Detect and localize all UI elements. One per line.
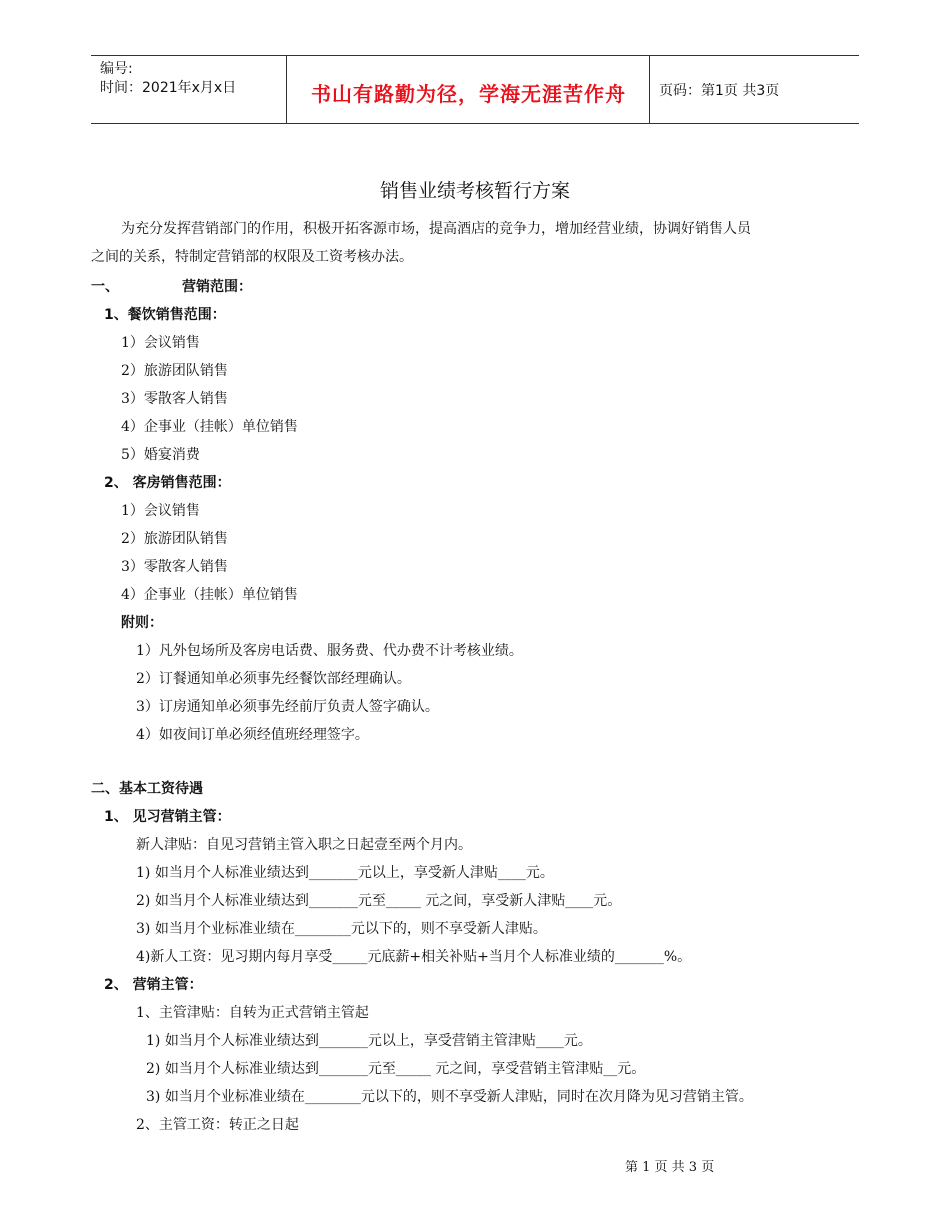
list-item: 2）旅游团队销售 (121, 363, 228, 379)
body-line: 4)新人工资：见习期内每月享受_____元底薪+相关补贴+当月个人标准业绩的_______%。 (136, 949, 692, 965)
intro-paragraph-line: 为充分发挥营销部门的作用，积极开拓客源市场，提高酒店的竞争力，增加经营业绩，协调好销售人员 (121, 221, 751, 237)
body-line: 1) 如当月个人标准业绩达到_______元以上，享受营销主管津贴____元。 (146, 1033, 592, 1049)
list-item: 2）订餐通知单必须事先经餐饮部经理确认。 (136, 671, 411, 687)
body-line: 1) 如当月个人标准业绩达到_______元以上，享受新人津贴____元。 (136, 865, 554, 881)
list-item: 4）如夜间订单必须经值班经理签字。 (136, 727, 369, 743)
body-line: 3) 如当月个业标准业绩在________元以下的，则不享受新人津贴，同时在次月降为见习营销主管。 (146, 1089, 753, 1105)
list-item: 3）零散客人销售 (121, 391, 228, 407)
list-item: 1）会议销售 (121, 335, 200, 351)
number-label: 编号: (100, 61, 133, 77)
intro-paragraph-line: 之间的关系，特制定营销部的权限及工资考核办法。 (91, 249, 413, 265)
list-item: 4）企事业（挂帐）单位销售 (121, 419, 298, 435)
header-meta (100, 60, 236, 98)
section-2-title: 二、基本工资待遇 (91, 781, 203, 797)
header-divider (286, 56, 287, 123)
list-item: 1）凡外包场所及客房电话费、服务费、代办费不计考核业绩。 (136, 643, 523, 659)
body-line: 新人津贴：自见习营销主管入职之日起壹至两个月内。 (136, 837, 472, 853)
list-item: 2）旅游团队销售 (121, 531, 228, 547)
subsection-heading: 1、餐饮销售范围： (104, 307, 226, 323)
list-item: 4）企事业（挂帐）单位销售 (121, 587, 298, 603)
page-info: 页码：第1页 共3页 (659, 83, 780, 99)
document-title: 销售业绩考核暂行方案 (379, 180, 570, 202)
header-divider (649, 56, 650, 123)
appendix-heading: 附则： (121, 615, 163, 631)
subsection-heading: 2、 营销主管： (104, 977, 203, 993)
body-line: 1、主管津贴：自转为正式营销主管起 (136, 1005, 369, 1021)
body-line: 3) 如当月个业标准业绩在________元以下的，则不享受新人津贴。 (136, 921, 547, 937)
time-label: 时间：2021年x月x日 (100, 80, 237, 96)
body-line: 2、主管工资：转正之日起 (136, 1117, 299, 1133)
list-item: 3）零散客人销售 (121, 559, 228, 575)
page-footer: 第 1 页 共 3 页 (625, 1160, 715, 1175)
document-header (91, 55, 859, 124)
list-item: 3）订房通知单必须事先经前厅负责人签字确认。 (136, 699, 439, 715)
body-line: 2) 如当月个人标准业绩达到_______元至_____ 元之间，享受新人津贴____元。 (136, 893, 622, 909)
list-item: 1）会议销售 (121, 503, 200, 519)
body-line: 2) 如当月个人标准业绩达到_______元至_____ 元之间，享受营销主管津贴__元。 (146, 1061, 646, 1077)
header-motto: 书山有路勤为径，学海无涯苦作舟 (311, 82, 626, 106)
subsection-heading: 2、 客房销售范围： (104, 475, 231, 491)
section-1-title: 营销范围： (182, 279, 252, 295)
subsection-heading: 1、 见习营销主管： (104, 809, 231, 825)
list-item: 5）婚宴消费 (121, 447, 200, 463)
section-1-number: 一、 (91, 279, 119, 295)
